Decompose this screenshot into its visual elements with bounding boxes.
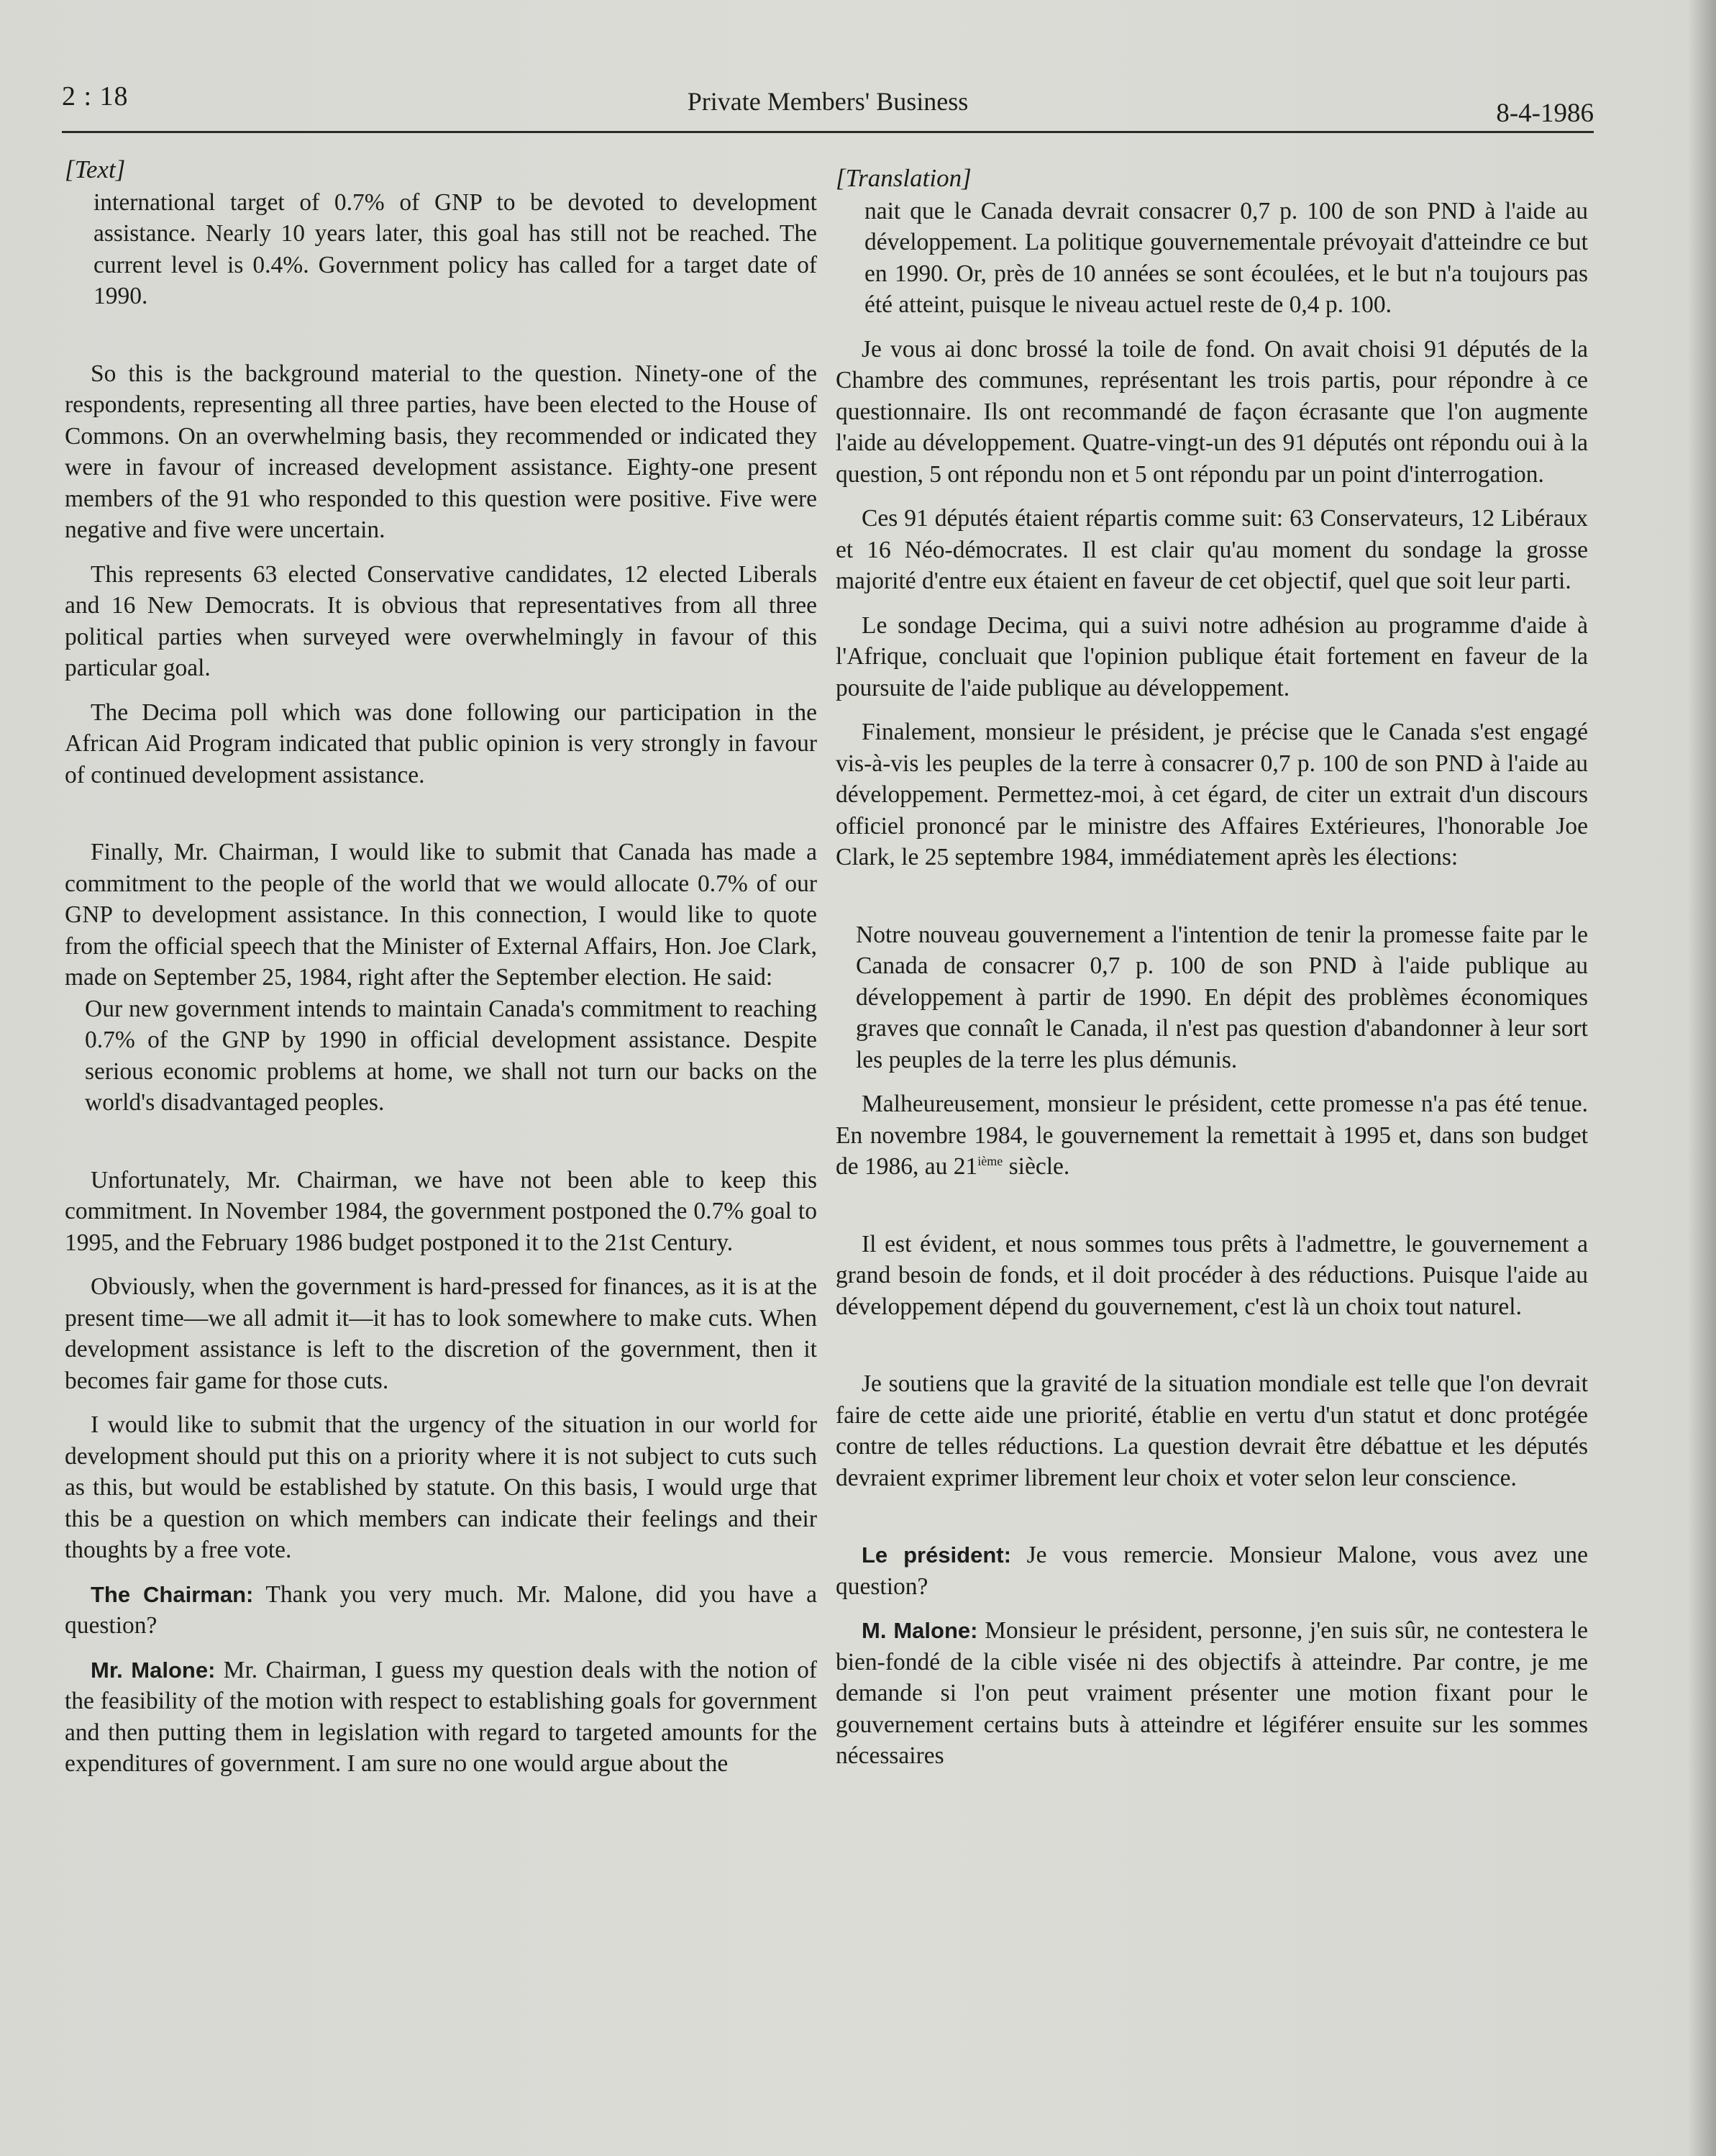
text-marker: [Text] bbox=[65, 155, 126, 183]
paragraph: nait que le Canada devrait consacrer 0,7 p. 100 de son PND à l'aide au développement. La politique gouvernementale prévoyait d'atteindre ce but en 1990. Or, près de 10 années se sont écoulées, et le but n'a toujours pas été atteint, puisque le niveau actuel reste de 0,4 p. 100. bbox=[864, 197, 1588, 318]
paragraph: international target of 0.7% of GNP to be devoted to development assistance. Nearly 10 years later, this goal has still not be reached. The current level is 0.4%. Government policy has called for a target date of 1990. bbox=[93, 188, 817, 309]
chairman-remark bbox=[836, 1539, 1588, 1602]
paragraph: Le sondage Decima, qui a suivi notre adhésion au programme d'aide à l'Afrique, concluait que l'opinion publique était fortement en faveur de la poursuite de l'aide publique au développement. bbox=[836, 611, 1588, 701]
speaker-name: The Chairman: bbox=[91, 1581, 254, 1607]
paragraph: This represents 63 elected Conservative candidates, 12 elected Liberals and 16 New Democrats. It is obvious that representatives from all three political parties when surveyed were overwhelmingly in favour of this particular goal. bbox=[65, 560, 817, 681]
malone-remark bbox=[65, 1655, 817, 1780]
page-header bbox=[62, 78, 1594, 135]
paragraph: Unfortunately, Mr. Chairman, we have not been able to keep this commitment. In November 1984, the government postponed the 0.7% goal to 1995, and the February 1986 budget postponed it to the 21st Century. bbox=[65, 1166, 817, 1256]
paragraph bbox=[836, 1088, 1588, 1183]
translation-marker: [Translation] bbox=[836, 164, 972, 192]
paragraph: Je vous ai donc brossé la toile de fond. On avait choisi 91 députés de la Chambre des communes, représentant les trois partis, pour répondre à ce questionnaire. Ils ont recommandé de façon écrasante que l'on augmente l'aide au développement. Quatre-vingt-un des 91 députés ont répondu oui à la question, 5 ont répondu non et 5 ont répondu par un point d'interrogation. bbox=[836, 335, 1588, 488]
paragraph: Je soutiens que la gravité de la situation mondiale est telle que l'on devrait faire de cette aide une priorité, établie en vertu d'un statut et donc protégée contre de telles réductions. La question devrait être débattue et les députés devraient exprimer librement leur choix et voter selon leur conscience. bbox=[836, 1370, 1588, 1491]
paragraph: Ces 91 députés étaient répartis comme suit: 63 Conservateurs, 12 Libéraux et 16 Néo-démocrates. Il est clair qu'au moment du sondage la grosse majorité d'entre eux étaient en faveur de cet objectif, quel que soit leur parti. bbox=[836, 505, 1588, 594]
paragraph: Finally, Mr. Chairman, I would like to submit that Canada has made a commitment to the people of the world that we would allocate 0.7% of our GNP to development assistance. In this connection, I would like to quote from the official speech that the Minister of External Affairs, Hon. Joe Clark, made on September 25, 1984, right after the September election. He said: bbox=[65, 839, 817, 991]
paragraph-text: siècle. bbox=[1003, 1153, 1070, 1180]
paragraph: So this is the background material to the question. Ninety-one of the respondents, representing all three parties, have been elected to the House of Commons. On an overwhelming basis, they recommended or indicated they were in favour of increased development assistance. Eighty-one present members of the 91 who responded to this question were positive. Five were negative and five were uncertain. bbox=[65, 360, 817, 543]
paragraph: Obviously, when the government is hard-pressed for finances, as it is at the present time—we all admit it—it has to look somewhere to make cuts. When development assistance is left to the discretion of the government, then it becomes fair game for those cuts. bbox=[65, 1273, 817, 1394]
chairman-remark bbox=[65, 1579, 817, 1642]
malone-remark bbox=[836, 1615, 1588, 1772]
paragraph: Finalement, monsieur le président, je précise que le Canada s'est engagé vis-à-vis les peuples de la terre à consacrer 0,7 p. 100 de son PND à l'aide au développement. Permettez-moi, à cet égard, de citer un extrait d'un discours officiel prononcé par le ministre des Affaires Extérieures, l'honorable Joe Clark, le 25 septembre 1984, immédiatement après les élections: bbox=[836, 719, 1588, 870]
paragraph: Il est évident, et nous sommes tous prêts à l'admettre, le gouvernement a grand besoin de fonds, et il doit procéder à des réductions. Puisque l'aide au développement dépend du gouvernement, c'est là un choix tout naturel. bbox=[836, 1230, 1588, 1320]
page-edge-shadow bbox=[1687, 0, 1716, 2156]
remark-text: Monsieur le président, personne, j'en suis sûr, ne contestera le bien-fondé de la cible visée ni des objectifs à atteindre. Par contre, je me demande si l'on peut vraiment présenter une motion fixant pour le gouvernement certains buts à atteindre et légiférer ensuite sur les sommes nécessaires bbox=[836, 1617, 1588, 1769]
remark-text: Mr. Chairman, I guess my question deals with the notion of the feasibility of the motion with respect to establishing goals for government and then putting them in legislation with regard to targeted amounts for the expenditures of government. I am sure no one would argue about the bbox=[65, 1656, 817, 1777]
speaker-name: M. Malone: bbox=[862, 1618, 978, 1643]
remark-text: Je vous remercie. Monsieur Malone, vous avez une question? bbox=[836, 1542, 1588, 1600]
block-quote: Notre nouveau gouvernement a l'intention de tenir la promesse faite par le Canada de consacrer 0,7 p. 100 de son PND à l'aide publique au développement à partir de 1990. En dépit des problèmes économiques graves que connaît le Canada, il n'est pas question d'abandonner à leur sort les peuples de la terre les plus démunis. bbox=[856, 921, 1588, 1073]
superscript: ième bbox=[977, 1153, 1003, 1168]
paragraph: I would like to submit that the urgency of the situation in our world for development should put this on a priority where it is not subject to cuts such as this, but would be established by statute. On this basis, I would urge that this be a question on which members can indicate their feelings and their thoughts by a free vote. bbox=[65, 1411, 817, 1563]
paragraph-text: Malheureusement, monsieur le président, cette promesse n'a pas été tenue. En novembre 1984, le gouvernement la remettait à 1995 et, dans son budget de 1986, au 21 bbox=[836, 1091, 1588, 1180]
page-title: Private Members' Business bbox=[687, 87, 969, 116]
header-rule bbox=[62, 131, 1594, 133]
page-date: 8-4-1986 bbox=[1496, 99, 1594, 128]
block-quote: Our new government intends to maintain Canada's commitment to reaching 0.7% of the GNP by 1990 in official development assistance. Despite serious economic problems at home, we shall not turn our backs on the world's disadvantaged peoples. bbox=[85, 995, 817, 1116]
page-number: 2 : 18 bbox=[62, 81, 129, 112]
speaker-name: Mr. Malone: bbox=[91, 1657, 216, 1683]
french-column bbox=[836, 154, 1588, 1772]
remark-text: Thank you very much. Mr. Malone, did you have a question? bbox=[65, 1580, 817, 1639]
speaker-name: Le président: bbox=[862, 1542, 1011, 1568]
paragraph: The Decima poll which was done following our participation in the African Aid Program indicated that public opinion is very strongly in favour of continued development assistance. bbox=[65, 699, 817, 788]
english-column bbox=[65, 154, 817, 1780]
